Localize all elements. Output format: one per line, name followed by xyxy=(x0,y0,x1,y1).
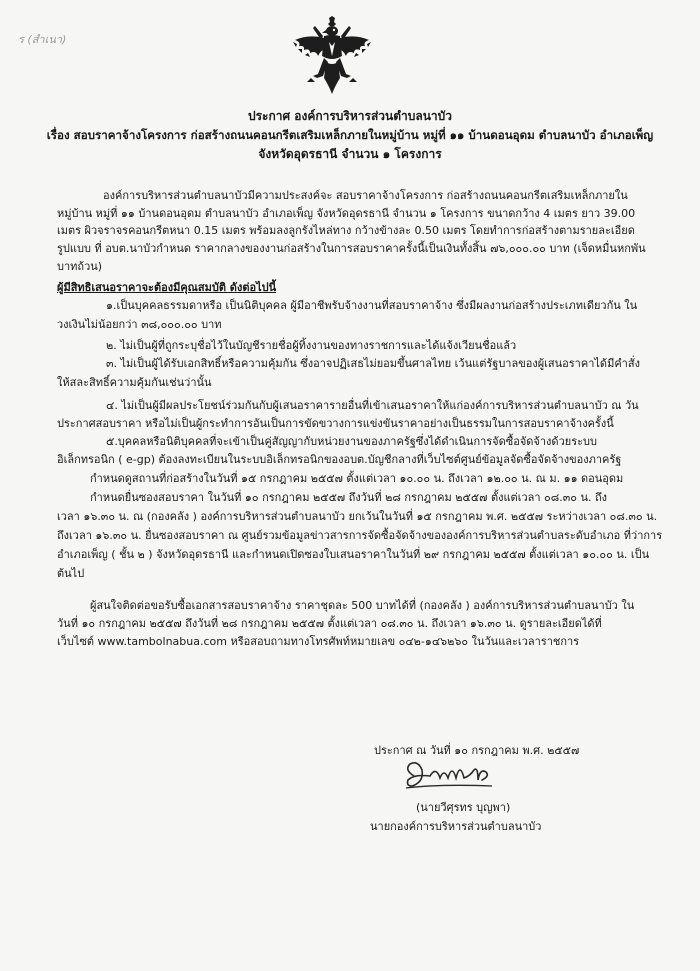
qualifications-heading: ผู้มีสิทธิเสนอราคาจะต้องมีคุณสมบัติ ดังต่อไปนี้ xyxy=(57,281,277,294)
schedule-line: เวลา ๑๖.๓๐ น. ณ (กองคลัง ) องค์การบริหารส่วนตำบลนาบัว ยกเว้นในวันที่ ๑๕ กรกฎาคม พ.ศ. ๒๕๕๗ ระหว่างเวลา ๐๘.๓๐ น. xyxy=(57,510,658,523)
announcement-date: ประกาศ ณ วันที่ ๑๐ กรกฎาคม พ.ศ. ๒๕๕๗ xyxy=(374,744,580,757)
qualification-item: ๓. ไม่เป็นผู้ได้รับเอกสิทธิ์หรือความคุ้มกัน ซึ่งอาจปฏิเสธไม่ยอมขึ้นศาลไทย เว้นแต่รัฐบาลของผู้เสนอราคาได้มีคำสั่ง xyxy=(106,357,640,370)
contact-line: วันที่ ๑๐ กรกฎาคม ๒๕๕๗ ถึงวันที่ ๒๘ กรกฎาคม ๒๕๕๗ ตั้งแต่เวลา ๐๘.๓๐ น. ถึงเวลา ๑๖.๓๐ น. ดูรายละเอียดได้ที่ xyxy=(57,617,602,630)
announcement-subject: เรื่อง สอบราคาจ้างโครงการ ก่อสร้างถนนคอนกรีตเสริมเหล็กภายในหมู่บ้าน หมู่ที่ ๑๑ บ้านดอนอุดม ตำบลนาบัว อำเภอเพ็ญ xyxy=(46,128,654,142)
qualification-item-cont: ให้สละสิทธิ์ความคุ้มกันเช่นว่านั้น xyxy=(57,376,212,389)
handwritten-signature xyxy=(400,756,498,796)
contact-line: ผู้สนใจติดต่อขอรับซื้อเอกสารสอบราคาจ้าง ราคาชุดละ 500 บาทได้ที่ (กองคลัง ) องค์การบริหารส่วนตำบลนาบัว ใน xyxy=(90,599,635,612)
schedule-line: กำหนดดูสถานที่ก่อสร้างในวันที่ ๑๕ กรกฎาคม ๒๕๕๗ ตั้งแต่เวลา ๑๐.๐๐ น. ถึงเวลา ๑๒.๐๐ น. ณ ม. ๑๑ ดอนอุดม xyxy=(90,472,624,485)
qualification-item: ๔. ไม่เป็นผู้มีผลประโยชน์ร่วมกันกับผู้เสนอราคารายอื่นที่เข้าเสนอราคาให้แก่องค์การบริหารส่วนตำบลนาบัว ณ วัน xyxy=(106,399,639,412)
schedule-line: กำหนดยื่นซองสอบราคา ในวันที่ ๑๐ กรกฎาคม ๒๕๕๗ ถึงวันที่ ๒๘ กรกฎาคม ๒๕๕๗ ตั้งแต่เวลา ๐๘.๓๐ น. ถึง xyxy=(90,491,608,504)
body-line: รูปแบบ ที่ อบต.นาบัวกำหนด ราคากลางของงานก่อสร้างในการสอบราคาครั้งนี้เป็นเงินทั้งสิ้น ๗๖,๐๐๐.๐๐ บาท (เจ็ดหมื่นหกพัน xyxy=(57,242,646,255)
qualification-item: ๒. ไม่เป็นผู้ที่ถูกระบุชื่อไว้ในบัญชีรายชื่อผู้ทิ้งงานของทางราชการและได้แจ้งเวียนชื่อแล้ว xyxy=(106,339,517,352)
schedule-line: ถึงเวลา ๑๖.๓๐ น. ยื่นซองสอบราคา ณ ศูนย์รวมข้อมูลข่าวสารการจัดซื้อจัดจ้างขององค์การบริหารส่วนตำบลระดับอำเภอ ที่ว่าการ xyxy=(57,529,663,542)
schedule-line: อำเภอเพ็ญ ( ชั้น ๒ ) จังหวัดอุดรธานี และกำหนดเปิดซองใบเสนอราคาในวันที่ ๒๙ กรกฎาคม ๒๕๕๗ ตั้งแต่เวลา ๑๐.๐๐ น. เป็น xyxy=(57,548,650,561)
qualification-item-cont: อิเล็กทรอนิก ( e-gp) ต้องลงทะเบียนในระบบอิเล็กทรอนิกของอบต.บัญชีกลางที่เว็บไซต์ศูนย์ข้อมูลจัดซื้อจัดจ้างของภาครัฐ xyxy=(57,453,622,466)
handwritten-corner-note: ร (สำเนา) xyxy=(18,33,67,46)
qualification-item-cont: วงเงินไม่น้อยกว่า ๓๘,๐๐๐.๐๐ บาท xyxy=(57,318,222,331)
signer-name: (นายวีศุรทร บุญพา) xyxy=(416,801,511,814)
signer-position: นายกองค์การบริหารส่วนตำบลนาบัว xyxy=(370,820,542,833)
announcement-subject-cont: จังหวัดอุดรธานี จำนวน ๑ โครงการ xyxy=(258,147,442,161)
qualification-item: ๑.เป็นบุคคลธรรมดาหรือ เป็นนิติบุคคล ผู้มีอาชีพรับจ้างงานที่สอบราคาจ้าง ซึ่งมีผลงานก่อสร้างประเภทเดียวกัน ใน xyxy=(106,299,638,312)
schedule-line: ต้นไป xyxy=(57,567,85,580)
body-line: หมู่บ้าน หมู่ที่ ๑๑ บ้านดอนอุดม ตำบลนาบัว อำเภอเพ็ญ จังหวัดอุดรธานี จำนวน ๑ โครงการ ขนาดกว้าง 4 เมตร ยาว 39.00 xyxy=(57,207,636,220)
announcement-title: ประกาศ องค์การบริหารส่วนตำบลนาบัว xyxy=(247,109,453,123)
body-line: บาทถ้วน) xyxy=(57,260,103,273)
qualification-item: ๕.บุคคลหรือนิติบุคคลที่จะเข้าเป็นคู่สัญญากับหน่วยงานของภาครัฐซึ่งได้ดำเนินการจัดซื้อจัดจ้างด้วยระบบ xyxy=(106,435,597,448)
body-line: เมตร ผิวจราจรคอนกรีตหนา 0.15 เมตร พร้อมลงลูกรังไหล่ทาง กว้างข้างละ 0.50 เมตร โดยทำการก่อสร้างตามรายละเอียด xyxy=(57,224,635,237)
contact-line: เว็บไซต์ www.tambolnabua.com หรือสอบถามทางโทรศัพท์หมายเลข ๐๔๒-๑๔๖๒๖๐ ในวันและเวลาราชการ xyxy=(57,635,580,648)
garuda-emblem-icon xyxy=(291,16,373,98)
body-line: องค์การบริหารส่วนตำบลนาบัวมีความประสงค์จะ สอบราคาจ้างโครงการ ก่อสร้างถนนคอนกรีตเสริมเหล็กภายใน xyxy=(103,189,628,202)
qualification-item-cont: ประกาศสอบราคา หรือไม่เป็นผู้กระทำการอันเป็นการขัดขวางการแข่งขันราคาอย่างเป็นธรรมในการสอบราคาจ้างครั้งนี้ xyxy=(57,417,614,430)
